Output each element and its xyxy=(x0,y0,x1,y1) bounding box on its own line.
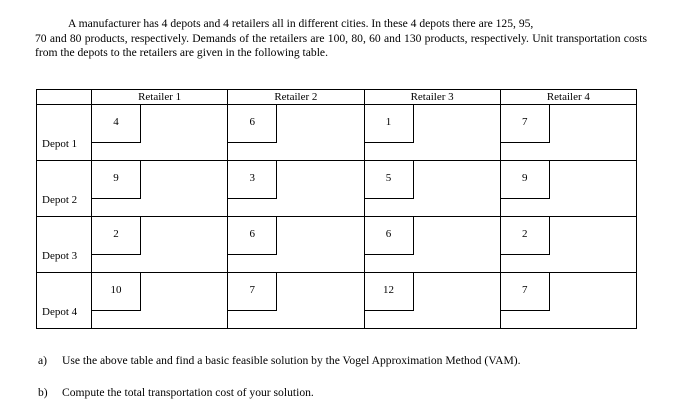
unit-cost-box: 9 xyxy=(92,161,141,199)
row-label-depot-4: Depot 4 xyxy=(37,273,92,329)
column-header-retailer-3: Retailer 3 xyxy=(364,90,500,105)
corner-cell xyxy=(37,90,92,105)
question-b xyxy=(38,386,314,399)
unit-cost-box: 7 xyxy=(228,273,277,311)
unit-cost-box: 12 xyxy=(365,273,414,311)
table-header-row xyxy=(37,90,637,105)
problem-line-3: transportation costs from the depots to the retailers are given in the following table. xyxy=(35,31,647,59)
unit-cost-box: 5 xyxy=(365,161,414,199)
allocation-cell xyxy=(92,161,228,217)
question-text: Compute the total transportation cost of your solution. xyxy=(62,386,314,399)
allocation-cell xyxy=(364,105,500,161)
allocation-cell xyxy=(228,161,364,217)
table-row-depot-4 xyxy=(37,273,637,329)
unit-cost-box: 3 xyxy=(228,161,277,199)
table-row-depot-1 xyxy=(37,105,637,161)
column-header-retailer-1: Retailer 1 xyxy=(92,90,228,105)
problem-statement xyxy=(35,17,647,61)
unit-cost-box: 4 xyxy=(92,105,141,143)
unit-cost-box: 7 xyxy=(501,273,550,311)
column-header-retailer-2: Retailer 2 xyxy=(228,90,364,105)
transportation-cost-table xyxy=(36,89,637,329)
unit-cost-box: 6 xyxy=(228,105,277,143)
unit-cost-box: 6 xyxy=(365,217,414,255)
question-label: b) xyxy=(38,386,48,399)
unit-cost-box: 1 xyxy=(365,105,414,143)
question-label: a) xyxy=(38,354,48,367)
unit-cost-box: 2 xyxy=(92,217,141,255)
allocation-cell xyxy=(364,217,500,273)
question-a xyxy=(38,354,521,367)
allocation-cell xyxy=(228,105,364,161)
unit-cost-box: 9 xyxy=(501,161,550,199)
question-text: Use the above table and find a basic feasible solution by the Vogel Approximation Method (VAM). xyxy=(62,354,521,367)
problem-line-1: A manufacturer has 4 depots and 4 retailers all in different cities. In these 4 depots there are 125, 95, xyxy=(68,17,534,30)
unit-cost-box: 10 xyxy=(92,273,141,311)
allocation-cell xyxy=(92,273,228,329)
allocation-cell xyxy=(364,273,500,329)
allocation-cell xyxy=(228,217,364,273)
table-row-depot-2 xyxy=(37,161,637,217)
unit-cost-box: 6 xyxy=(228,217,277,255)
allocation-cell xyxy=(500,273,636,329)
unit-cost-box: 2 xyxy=(501,217,550,255)
row-label-depot-1: Depot 1 xyxy=(37,105,92,161)
allocation-cell xyxy=(500,105,636,161)
allocation-cell xyxy=(500,161,636,217)
allocation-cell xyxy=(500,217,636,273)
allocation-cell xyxy=(364,161,500,217)
column-header-retailer-4: Retailer 4 xyxy=(500,90,636,105)
allocation-cell xyxy=(92,105,228,161)
row-label-depot-2: Depot 2 xyxy=(37,161,92,217)
row-label-depot-3: Depot 3 xyxy=(37,217,92,273)
problem-line-2: 70 and 80 products, respectively. Demands of the retailers are 100, 80, 60 and 130 products, respectively. Unit xyxy=(35,31,553,45)
unit-cost-box: 7 xyxy=(501,105,550,143)
table-row-depot-3 xyxy=(37,217,637,273)
allocation-cell xyxy=(92,217,228,273)
allocation-cell xyxy=(228,273,364,329)
